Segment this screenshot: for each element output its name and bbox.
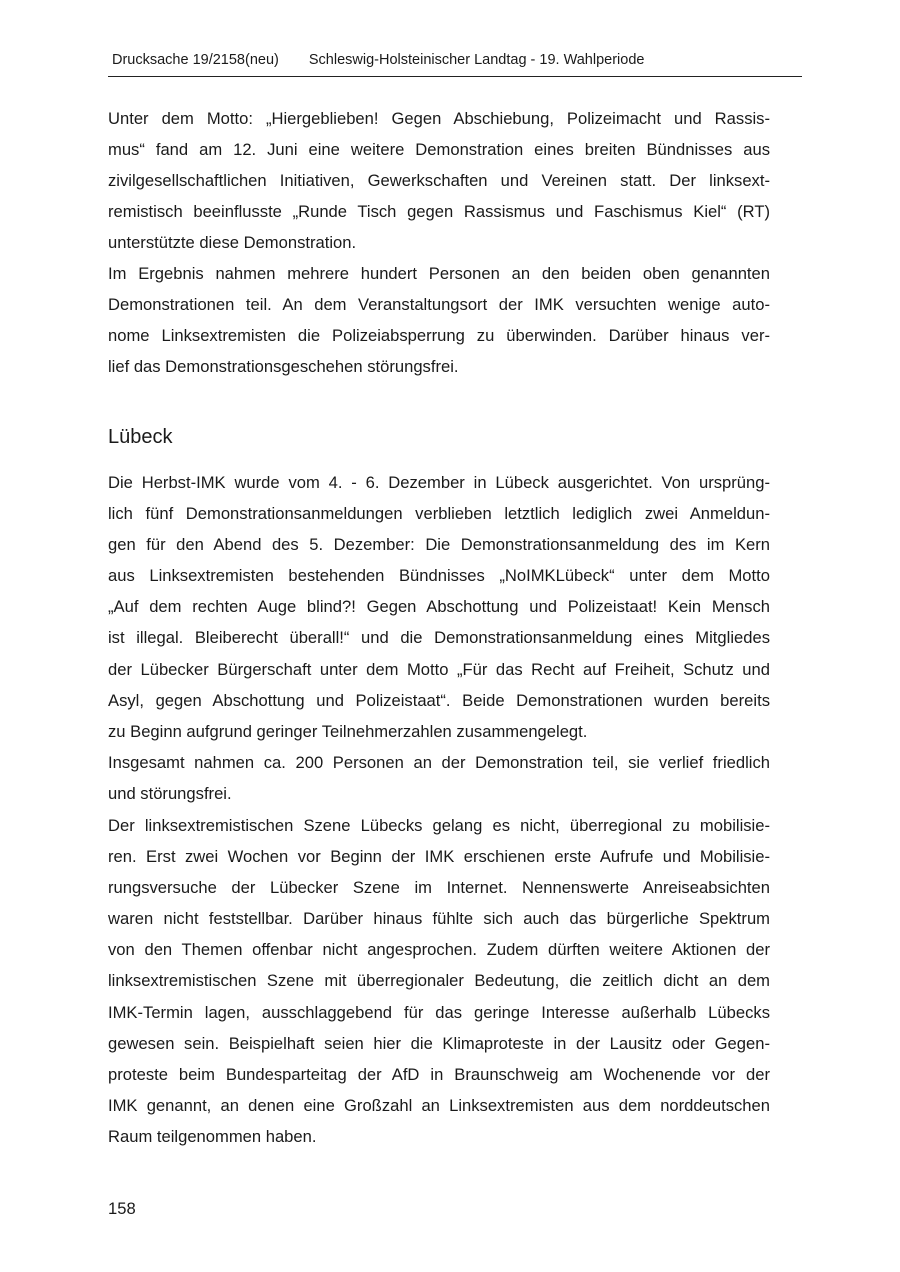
text-line: remistisch beeinflusste „Runde Tisch gegen Rassismus und Faschismus Kiel“ (RT)	[108, 202, 770, 222]
document-number: Drucksache 19/2158(neu)	[112, 52, 279, 68]
text-line: ist illegal. Bleiberecht überall!“ und die Demonstrationsanmeldung eines Mitgliedes	[108, 628, 770, 648]
text-line: unterstützte diese Demonstration.	[108, 233, 357, 253]
text-line: gewesen sein. Beispielhaft seien hier die Klimaproteste in der Lausitz oder Gegen-	[108, 1033, 770, 1053]
text-line: Insgesamt nahmen ca. 200 Personen an der Demonstration teil, sie verlief friedlich	[108, 753, 770, 772]
text-line: Asyl, gegen Abschottung und Polizeistaat“. Beide Demonstrationen wurden bereits	[108, 690, 770, 710]
paragraph	[108, 467, 770, 747]
text-line: Demonstrationen teil. An dem Veranstaltungsort der IMK versuchten wenige auto-	[108, 295, 770, 315]
text-line: IMK-Termin lagen, ausschlaggebend für das geringe Interesse außerhalb Lübecks	[108, 1002, 770, 1022]
text-line: rungsversuche der Lübecker Szene im Internet. Nennenswerte Anreiseabsichten	[108, 878, 770, 898]
text-line: IMK genannt, an denen eine Großzahl an Linksextremisten aus dem norddeutschen	[108, 1095, 770, 1115]
text-line: aus Linksextremisten bestehenden Bündnisses „NoIMKLübeck“ unter dem Motto	[108, 566, 770, 586]
paragraph	[108, 810, 770, 1152]
text-line: linksextremistischen Szene mit überregionaler Bedeutung, die zeitlich dicht an dem	[108, 971, 770, 991]
text-line: nome Linksextremisten die Polizeiabsperrung zu überwinden. Darüber hinaus ver-	[108, 326, 770, 346]
text-line: der Lübecker Bürgerschaft unter dem Motto „Für das Recht auf Freiheit, Schutz und	[108, 659, 770, 679]
page-header	[112, 52, 644, 68]
text-line: waren nicht feststellbar. Darüber hinaus fühlte sich auch das bürgerliche Spektrum	[108, 909, 770, 929]
text-line: ren. Erst zwei Wochen vor Beginn der IMK erschienen erste Aufrufe und Mobilisie-	[108, 847, 770, 867]
text-line: und störungsfrei.	[108, 784, 232, 804]
text-line: mus“ fand am 12. Juni eine weitere Demonstration eines breiten Bündnisses aus	[108, 140, 770, 160]
paragraph	[108, 747, 770, 809]
text-line: lich fünf Demonstrationsanmeldungen verblieben letztlich lediglich zwei Anmeldun-	[108, 504, 770, 524]
parliament-title: Schleswig-Holsteinischer Landtag - 19. Wahlperiode	[308, 52, 645, 68]
text-line: Im Ergebnis nahmen mehrere hundert Personen an den beiden oben genannten	[108, 264, 770, 283]
text-line: Die Herbst-IMK wurde vom 4. - 6. Dezember in Lübeck ausgerichtet. Von ursprüng-	[108, 473, 770, 492]
text-line: „Auf dem rechten Auge blind?! Gegen Abschottung und Polizeistaat! Kein Mensch	[108, 597, 770, 617]
text-line: von den Themen offenbar nicht angesprochen. Zudem dürften weitere Aktionen der	[108, 940, 770, 960]
text-line: zu Beginn aufgrund geringer Teilnehmerzahlen zusammengelegt.	[108, 721, 588, 741]
page-number: 158	[108, 1199, 136, 1218]
text-line: Raum teilgenommen haben.	[108, 1126, 317, 1146]
text-line: Der linksextremistischen Szene Lübecks gelang es nicht, überregional zu mobilisie-	[108, 816, 770, 835]
text-line: lief das Demonstrationsgeschehen störungsfrei.	[108, 357, 459, 377]
text-line: zivilgesellschaftlichen Initiativen, Gewerkschaften und Vereinen statt. Der linksext-	[108, 171, 770, 191]
header-rule	[108, 76, 802, 77]
paragraph	[108, 258, 770, 382]
text-line: gen für den Abend des 5. Dezember: Die Demonstrationsanmeldung des im Kern	[108, 535, 770, 555]
text-line: proteste beim Bundesparteitag der AfD in Braunschweig am Wochenende vor der	[108, 1064, 770, 1084]
paragraph	[108, 103, 770, 258]
section-heading: Lübeck	[108, 426, 173, 448]
text-line: Unter dem Motto: „Hiergeblieben! Gegen Abschiebung, Polizeimacht und Rassis-	[108, 109, 770, 128]
